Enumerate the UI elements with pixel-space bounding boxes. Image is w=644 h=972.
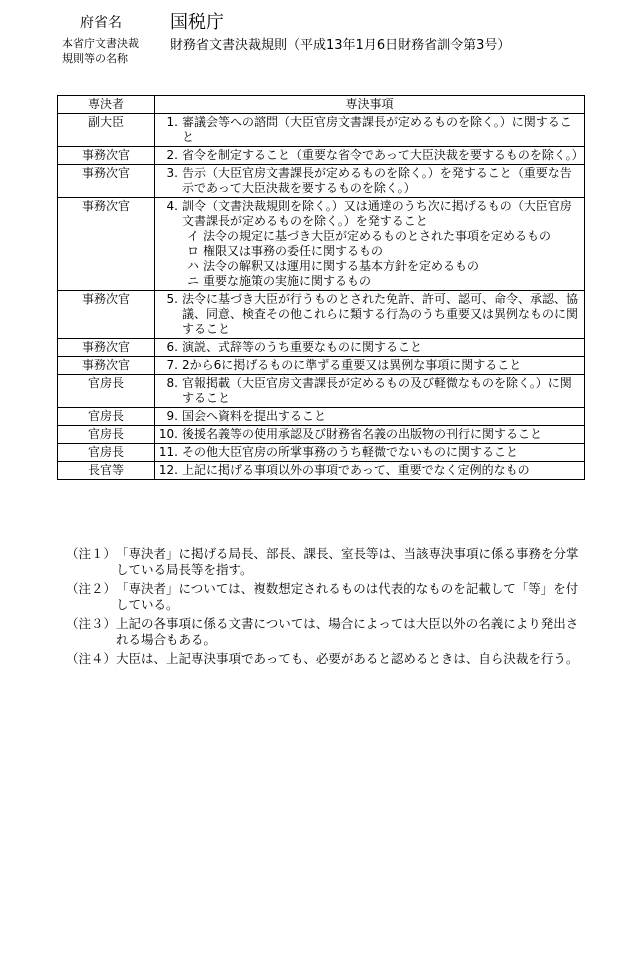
table-row — [58, 165, 585, 198]
item-number: 11. — [158, 445, 178, 459]
item-number: 2. — [166, 148, 178, 162]
table-row — [58, 375, 585, 408]
sub-item-mark: ニ — [187, 274, 200, 288]
note-text: 大臣は、上記専決事項であっても、必要があると認めるときは、自ら決裁を行う。 — [116, 651, 579, 666]
item-text: 演説、式辞等のうち重要なものに関すること — [182, 340, 423, 354]
matter-cell — [155, 426, 585, 444]
matter-cell — [155, 291, 585, 339]
delegation-table — [57, 95, 585, 480]
delegate-cell: 官房長 — [58, 444, 155, 462]
item-text: 上記に掲げる事項以外の事項であって、重要でなく定例的なもの — [182, 463, 530, 477]
sub-item-text: 権限又は事務の委任に関するもの — [203, 244, 384, 258]
item-text: 審議会等への諮問（大臣官房文書課長が定めるものを除く。）に関すること — [182, 115, 572, 144]
sub-item-text: 重要な施策の実施に関するもの — [203, 274, 372, 288]
matter-cell — [155, 408, 585, 426]
matter-cell — [155, 147, 585, 165]
matter-cell — [155, 462, 585, 480]
notes-section — [66, 546, 586, 670]
item-text: その他大臣官房の所掌事務のうち軽微でないものに関すること — [182, 445, 519, 459]
delegate-cell: 事務次官 — [58, 291, 155, 339]
table-row — [58, 426, 585, 444]
matter-cell — [155, 339, 585, 357]
delegate-cell: 長官等 — [58, 462, 155, 480]
item-text: 訓令（文書決裁規則を除く。）又は通達のうち次に掲げるもの（大臣官房文書課長が定めるものを除く。）を発すること — [182, 199, 572, 228]
sub-item-mark: ロ — [187, 244, 200, 258]
matter-cell — [155, 357, 585, 375]
item-text: 国会へ資料を提出すること — [182, 409, 327, 423]
column-header-delegate: 専決者 — [58, 96, 155, 114]
ministry-label: 府省名 — [80, 15, 122, 31]
table-row — [58, 408, 585, 426]
item-number: 9. — [166, 409, 178, 423]
item-number: 5. — [166, 292, 178, 306]
item-number: 4. — [166, 199, 178, 213]
sub-item-text: 法令の規定に基づき大臣が定めるものとされた事項を定めるもの — [203, 229, 552, 243]
sub-item-text: 法令の解釈又は運用に関する基本方針を定めるもの — [203, 259, 480, 273]
sub-item — [158, 274, 581, 289]
item-number: 6. — [166, 340, 178, 354]
matter-cell — [155, 114, 585, 147]
item-number: 7. — [166, 358, 178, 372]
item-number: 12. — [158, 463, 178, 477]
delegate-cell: 官房長 — [58, 375, 155, 408]
note-label: （注４） — [66, 651, 117, 666]
delegate-cell: 事務次官 — [58, 198, 155, 291]
matter-cell — [155, 375, 585, 408]
sub-item — [158, 259, 581, 274]
item-number: 10. — [158, 427, 178, 441]
rule-label-line2: 規則等の名称 — [62, 52, 128, 65]
item-number: 3. — [166, 166, 178, 180]
delegate-cell: 副大臣 — [58, 114, 155, 147]
table-row — [58, 462, 585, 480]
delegate-cell: 事務次官 — [58, 357, 155, 375]
delegate-cell: 事務次官 — [58, 339, 155, 357]
item-text: 告示（大臣官房文書課長が定めるものを除く。）を発すること（重要な告示であって大臣決裁を要するものを除く。） — [182, 166, 572, 195]
matter-cell — [155, 444, 585, 462]
note-label: （注３） — [66, 616, 117, 631]
note — [66, 651, 586, 667]
item-number: 8. — [166, 376, 178, 390]
item-text: 2から6に掲げるものに準ずる重要又は異例な事項に関すること — [182, 358, 522, 372]
rule-label-line1: 本省庁文書決裁 — [62, 37, 139, 50]
delegate-cell: 官房長 — [58, 426, 155, 444]
table-row — [58, 444, 585, 462]
rule-name: 財務省文書決裁規則（平成13年1月6日財務省訓令第3号） — [170, 38, 511, 53]
table-row — [58, 114, 585, 147]
table-row — [58, 291, 585, 339]
table-row — [58, 198, 585, 291]
item-number: 1. — [166, 115, 178, 129]
table-header-row — [58, 96, 585, 114]
matter-cell — [155, 198, 585, 291]
item-text: 省令を制定すること（重要な省令であって大臣決裁を要するものを除く。） — [182, 148, 584, 162]
delegate-cell: 事務次官 — [58, 165, 155, 198]
sub-item-mark: イ — [187, 229, 200, 243]
item-text: 後援名義等の使用承認及び財務省名義の出版物の刊行に関すること — [182, 427, 543, 441]
delegate-cell: 官房長 — [58, 408, 155, 426]
note — [66, 581, 586, 613]
note-text: 「専決者」に掲げる局長、部長、課長、室長等は、当該専決事項に係る事務を分掌している局長等を指す。 — [116, 546, 579, 577]
table-row — [58, 357, 585, 375]
column-header-matters: 専決事項 — [155, 96, 585, 114]
sub-item — [158, 244, 581, 259]
note-label: （注１） — [66, 546, 117, 561]
sub-item-mark: ハ — [187, 259, 200, 273]
note-text: 「専決者」については、複数想定されるものは代表的なものを記載して「等」を付している。 — [116, 581, 579, 612]
item-text: 法令に基づき大臣が行うものとされた免許、許可、認可、命令、承認、協議、同意、検査その他これらに類する行為のうち重要又は異例なものに関すること — [182, 292, 579, 336]
note-text: 上記の各事項に係る文書については、場合によっては大臣以外の名義により発出される場合もある。 — [116, 616, 579, 647]
note-label: （注２） — [66, 581, 117, 596]
item-text: 官報掲載（大臣官房文書課長が定めるもの及び軽微なものを除く。）に関すること — [182, 376, 572, 405]
matter-cell — [155, 165, 585, 198]
note — [66, 546, 586, 578]
sub-item — [158, 229, 581, 244]
delegate-cell: 事務次官 — [58, 147, 155, 165]
ministry-name: 国税庁 — [170, 12, 224, 33]
table-row — [58, 339, 585, 357]
note — [66, 616, 586, 648]
table-row — [58, 147, 585, 165]
